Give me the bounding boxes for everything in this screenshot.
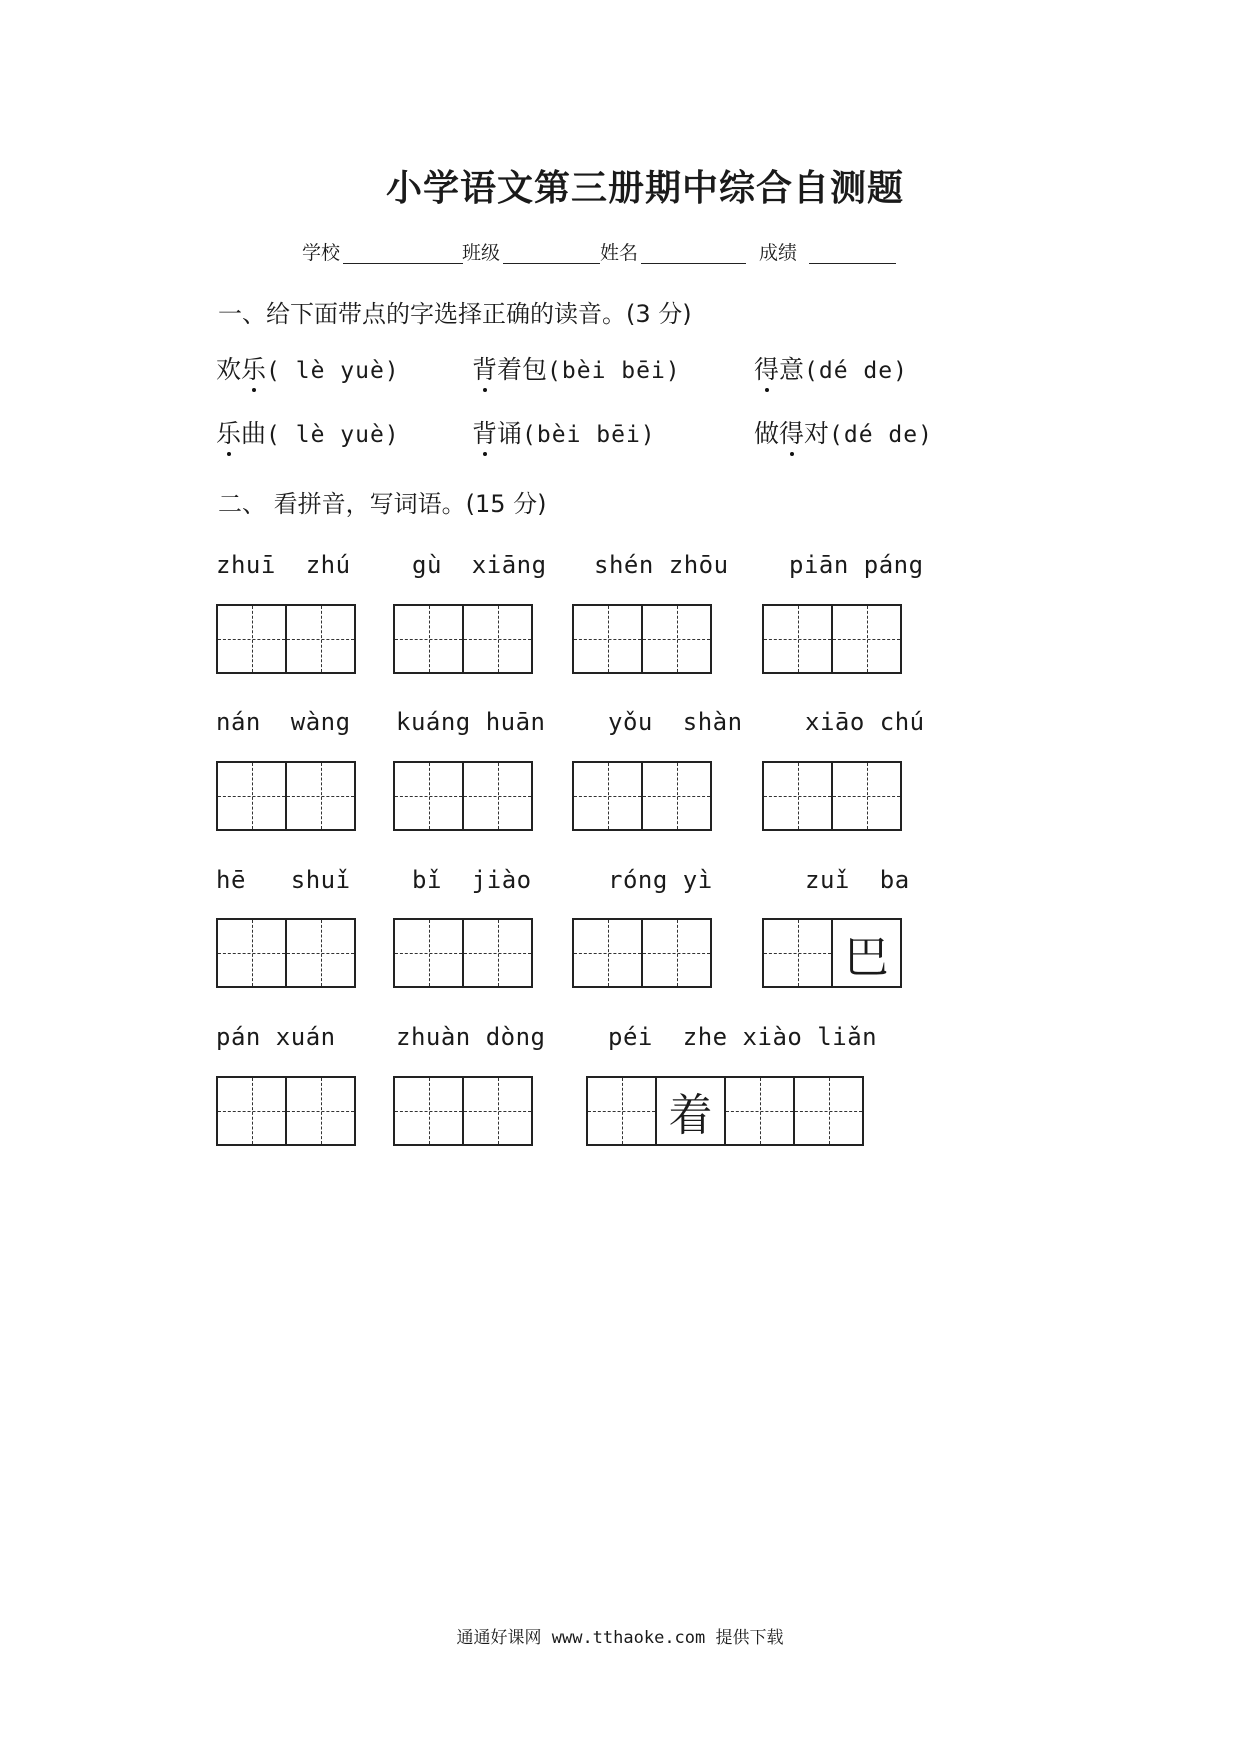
- reading-item: 背诵(bèi bēi): [472, 414, 656, 450]
- tian-zi-box[interactable]: [216, 604, 287, 674]
- writing-grid: [393, 761, 531, 831]
- writing-grid: [586, 1076, 862, 1146]
- writing-grid: [393, 918, 531, 988]
- page-title: 小学语文第三册期中综合自测题: [385, 168, 904, 209]
- tian-zi-box[interactable]: [216, 1076, 287, 1146]
- score-label: 成绩: [759, 242, 798, 264]
- pinyin-label: yǒu shàn: [608, 708, 743, 736]
- tian-zi-box[interactable]: [641, 604, 712, 674]
- section1-heading: 一、给下面带点的字选择正确的读音。(3 分): [218, 300, 692, 328]
- pinyin-label: piān páng: [789, 551, 924, 579]
- tian-zi-box[interactable]: [462, 1076, 533, 1146]
- pinyin-label: zhuī zhú: [216, 551, 351, 579]
- tian-zi-box[interactable]: [462, 918, 533, 988]
- tian-zi-box[interactable]: [393, 1076, 464, 1146]
- pinyin-label: xiāo chú: [805, 708, 925, 736]
- writing-grid: [572, 604, 710, 674]
- name-label: 姓名: [600, 242, 639, 264]
- tian-zi-box[interactable]: [216, 918, 287, 988]
- tian-zi-box[interactable]: [285, 1076, 356, 1146]
- writing-grid: [393, 604, 531, 674]
- pinyin-label: péi zhe xiào liǎn: [608, 1023, 878, 1051]
- writing-grid: [216, 761, 354, 831]
- tian-zi-box[interactable]: [572, 604, 643, 674]
- tian-zi-box[interactable]: [393, 604, 464, 674]
- tian-zi-box[interactable]: [462, 604, 533, 674]
- tian-zi-box[interactable]: [641, 761, 712, 831]
- tian-zi-box[interactable]: [285, 761, 356, 831]
- school-label: 学校: [302, 242, 341, 264]
- tian-zi-box[interactable]: [586, 1076, 657, 1146]
- tian-zi-box[interactable]: [572, 918, 643, 988]
- writing-grid: [216, 1076, 354, 1146]
- given-character: 着: [657, 1078, 724, 1144]
- writing-grid: [393, 1076, 531, 1146]
- pinyin-label: zhuàn dòng: [396, 1023, 546, 1051]
- pinyin-label: kuáng huān: [396, 708, 546, 736]
- tian-zi-box[interactable]: [831, 761, 902, 831]
- tian-zi-box[interactable]: [762, 604, 833, 674]
- tian-zi-box[interactable]: [641, 918, 712, 988]
- pinyin-label: zuǐ ba: [805, 866, 910, 894]
- pinyin-label: gù xiāng: [412, 551, 547, 579]
- writing-grid: [762, 761, 900, 831]
- tian-zi-box[interactable]: [393, 761, 464, 831]
- pinyin-label: róng yì: [608, 866, 713, 894]
- reading-item: 做得对(dé de): [754, 414, 933, 450]
- score-field[interactable]: [809, 263, 896, 264]
- tian-zi-box[interactable]: [572, 761, 643, 831]
- tian-zi-box-filled[interactable]: [831, 918, 902, 988]
- pinyin-label: nán wàng: [216, 708, 351, 736]
- given-character: 巴: [833, 920, 900, 986]
- writing-grid: [762, 604, 900, 674]
- pinyin-label: bǐ jiào: [412, 866, 532, 894]
- tian-zi-box[interactable]: [762, 761, 833, 831]
- tian-zi-box[interactable]: [793, 1076, 864, 1146]
- class-field[interactable]: [503, 263, 600, 264]
- reading-item: 乐曲( lè yuè): [216, 414, 400, 450]
- pinyin-label: pán xuán: [216, 1023, 336, 1051]
- section2-heading: 二、 看拼音，写词语。(15 分): [218, 490, 547, 518]
- name-field[interactable]: [641, 263, 746, 264]
- pinyin-label: hē shuǐ: [216, 866, 351, 894]
- tian-zi-box[interactable]: [462, 761, 533, 831]
- tian-zi-box[interactable]: [831, 604, 902, 674]
- reading-item: 欢乐( lè yuè): [216, 350, 400, 386]
- tian-zi-box[interactable]: [762, 918, 833, 988]
- reading-item: 背着包(bèi bēi): [472, 350, 681, 386]
- school-field[interactable]: [343, 263, 463, 264]
- writing-grid: [572, 761, 710, 831]
- tian-zi-box[interactable]: [285, 604, 356, 674]
- tian-zi-box[interactable]: [216, 761, 287, 831]
- class-label: 班级: [462, 242, 501, 264]
- pinyin-label: shén zhōu: [594, 551, 729, 579]
- writing-grid: [216, 918, 354, 988]
- tian-zi-box[interactable]: [393, 918, 464, 988]
- tian-zi-box[interactable]: [285, 918, 356, 988]
- writing-grid: [216, 604, 354, 674]
- tian-zi-box-filled[interactable]: [655, 1076, 726, 1146]
- student-info-row: [0, 238, 1240, 268]
- writing-grid: [762, 918, 900, 988]
- footer-credit: 通通好课网 www.tthaoke.com 提供下载: [456, 1628, 784, 1648]
- reading-item: 得意(dé de): [754, 350, 908, 386]
- tian-zi-box[interactable]: [724, 1076, 795, 1146]
- writing-grid: [572, 918, 710, 988]
